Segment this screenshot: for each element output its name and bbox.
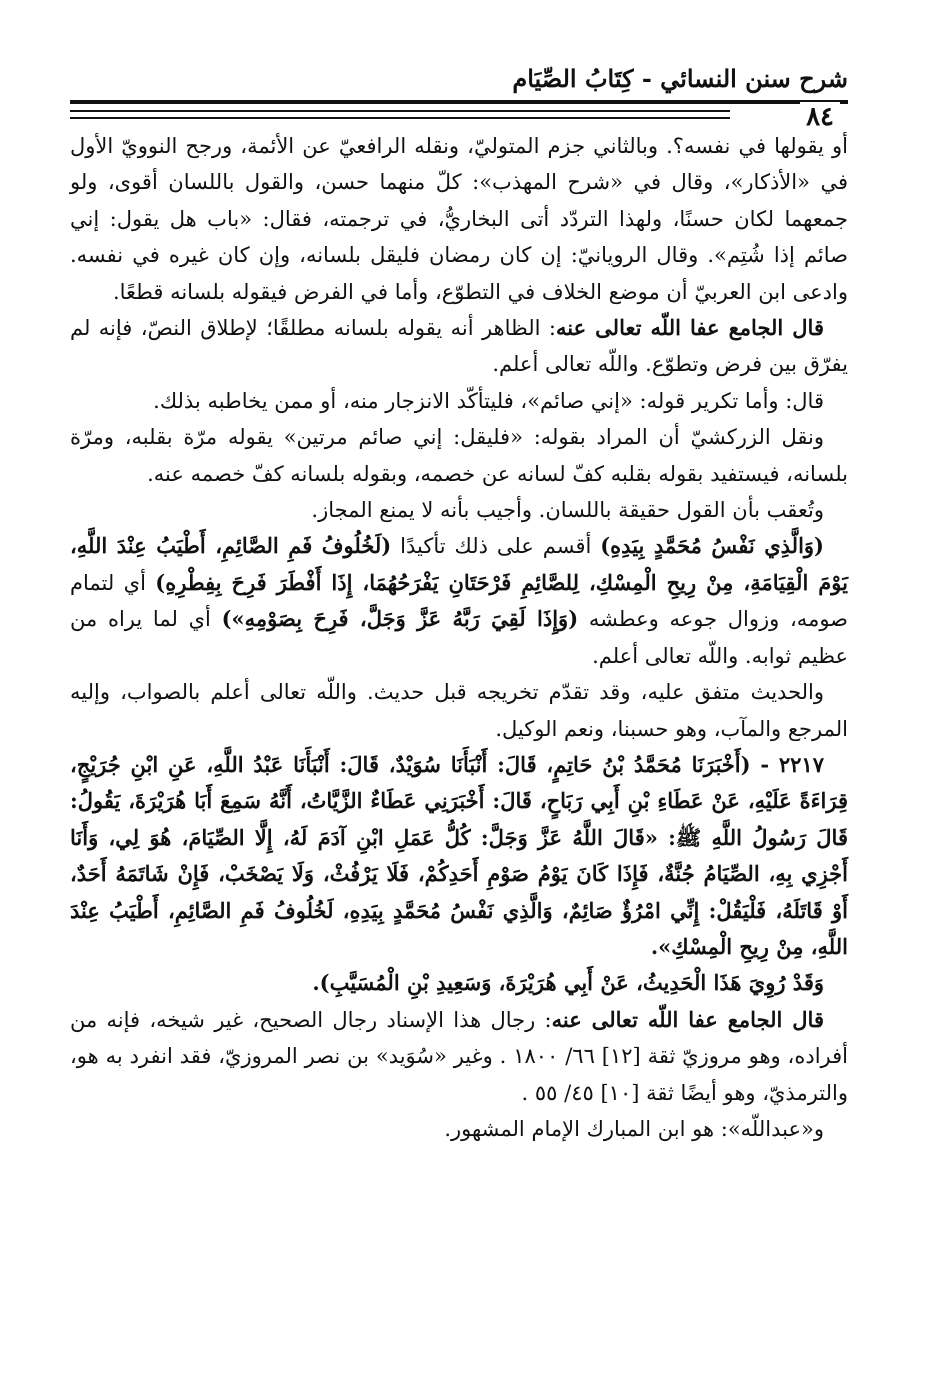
text-segment: ونقل الزركشيّ أن المراد بقوله: «فليقل: إني صائم مرتين» يقوله مرّة بقلبه، ومرّة بلسانه، فيستفيد بقوله بقلبه كفّ لسانه عن خصمه، وبقوله بلسانه كفّ خصمه عنه. (70, 425, 848, 486)
paragraph (70, 747, 848, 965)
page-header (70, 58, 848, 132)
paragraph (70, 128, 848, 310)
text-segment: وتُعقب بأن القول حقيقة باللسان. وأجيب بأنه لا يمنع المجاز. (311, 498, 824, 523)
text-segment: و«عبداللّه»: هو ابن المبارك الإمام المشهور. (444, 1116, 824, 1141)
text-segment: أو يقولها في نفسه؟. وبالثاني جزم المتوليّ، ونقله الرافعيّ عن الأئمة، ورجح النوويّ الأول في «الأذكار»، وقال في «شرح المهذب»: كلّ منهما حسن، والقول باللسان أقوى، ولو جمعهما لكان حسنًا، ولهذا التردّد أتى البخاريُّ، في ترجمته، فقال: «باب هل يقول: إني صائم إذا شُتِم». وقال الرويانيّ: إن كان رمضان فليقل بلسانه، وإن كان غيره في نفسه. وادعى ابن العربيّ أن موضع الخلاف في التطوّع، وأما في الفرض فيقوله بلسانه قطعًا. (70, 134, 848, 304)
paragraph (70, 492, 848, 528)
bold-text-segment: قال الجامع عفا اللّه تعالى عنه (555, 315, 824, 341)
paragraph (70, 528, 848, 674)
text-segment: أي لما يراه من عظيم ثوابه. واللّه تعالى أعلم. (70, 607, 848, 668)
text-segment: أي لتمام صومه، وزوال جوعه وعطشه (70, 570, 848, 632)
paragraph (70, 310, 848, 383)
bold-text-segment: قال الجامع عفا اللّه تعالى عنه (551, 1006, 824, 1032)
bold-text-segment: (وَإِذَا لَقِيَ رَبَّهُ عَزَّ وَجَلَّ، فَرِحَ بِصَوْمِهِ») (221, 606, 579, 632)
text-segment: والحديث متفق عليه، وقد تقدّم تخريجه قبل حديث. واللّه تعالى أعلم بالصواب، وإليه المرجع والمآب، وهو حسبنا، ونعم الوكيل. (70, 680, 848, 741)
paragraph (70, 1002, 848, 1111)
paragraph (70, 383, 848, 419)
page-number: ٨٤ (800, 102, 840, 132)
bold-text-segment: (لَخُلُوفُ فَمِ الصَّائِمِ، أَطْيَبُ عِنْدَ اللَّهِ، يَوْمَ الْقِيَامَةِ، مِنْ رِيحِ الْمِسْكِ، لِلصَّائِمِ فَرْحَتَانِ يَفْرَحُهُمَا، إِذَا أَفْطَرَ فَرِحَ بِفِطْرِهِ) (70, 533, 848, 595)
header-rule-thick (70, 100, 848, 104)
text-segment: أقسم على ذلك تأكيدًا (391, 534, 601, 559)
body-text (70, 128, 848, 1147)
running-title: شرح سنن النسائي - كِتَابُ الصِّيَام (512, 64, 848, 93)
paragraph (70, 1111, 848, 1147)
header-rule-thin-lower (70, 117, 730, 119)
book-page (70, 58, 848, 1147)
paragraph (70, 674, 848, 747)
bold-text-segment: (وَالَّذِي نَفْسُ مُحَمَّدٍ بِيَدِهِ) (600, 533, 824, 559)
bold-text-segment: وَقَدْ رُوِيَ هَذَا الْحَدِيثُ، عَنْ أَبِي هُرَيْرَةَ، وَسَعِيدِ بْنِ الْمُسَيَّبِ). (312, 970, 824, 996)
header-rule-thin (70, 110, 730, 112)
paragraph (70, 965, 848, 1001)
text-segment: : رجال هذا الإسناد رجال الصحيح، غير شيخه، فإنه من أفراده، وهو مروزيّ ثقة [١٢] ٦٦/ ١٨٠٠ . وغير «سُوَيد» بن نصر المروزيّ، فقد انفرد به هو، والترمذيّ، وهو أيضًا ثقة [١٠] ٤٥/ ٥٥ . (70, 1007, 848, 1105)
paragraph (70, 419, 848, 492)
text-segment: قال: وأما تكرير قوله: «إني صائم»، فليتأكّد الانزجار منه، أو ممن يخاطبه بذلك. (153, 388, 824, 413)
bold-text-segment: ٢٢١٧ - (أَخْبَرَنَا مُحَمَّدُ بْنُ حَاتِمٍ، قَالَ: أَنْبَأَنَا سُوَيْدٌ، قَالَ: أَنْبَأَنَا عَبْدُ اللَّهِ، عَنِ ابْنِ جُرَيْجٍ، قِرَاءَةً عَلَيْهِ، عَنْ عَطَاءِ بْنِ أَبِي رَبَاحٍ، قَالَ: أَخْبَرَنِي عَطَاءٌ الزَّيَّاتُ، أَنَّهُ سَمِعَ أَبَا هُرَيْرَةَ، يَقُولُ: قَالَ رَسُولُ اللَّهِ ﷺ: «قَالَ اللَّهُ عَزَّ وَجَلَّ: كُلُّ عَمَلِ ابْنِ آدَمَ لَهُ، إِلَّا الصِّيَامَ، هُوَ لِي، وَأَنَا أَجْزِي بِهِ، الصِّيَامُ جُنَّةٌ، فَإِذَا كَانَ يَوْمُ صَوْمِ أَحَدِكُمْ، فَلَا يَرْفُثْ، وَلَا يَصْخَبْ، فَإِنْ شَاتَمَهُ أَحَدٌ، أَوْ قَاتَلَهُ، فَلْيَقُلْ: إِنِّي امْرُؤٌ صَائِمٌ، وَالَّذِي نَفْسُ مُحَمَّدٍ بِيَدِهِ، لَخُلُوفُ فَمِ الصَّائِمِ، أَطْيَبُ عِنْدَ اللَّهِ، مِنْ رِيحِ الْمِسْكِ». (70, 751, 848, 959)
text-segment: : الظاهر أنه يقوله بلسانه مطلقًا؛ لإطلاق النصّ، فإنه لم يفرّق بين فرض وتطوّع. واللّه تعالى أعلم. (70, 316, 848, 377)
